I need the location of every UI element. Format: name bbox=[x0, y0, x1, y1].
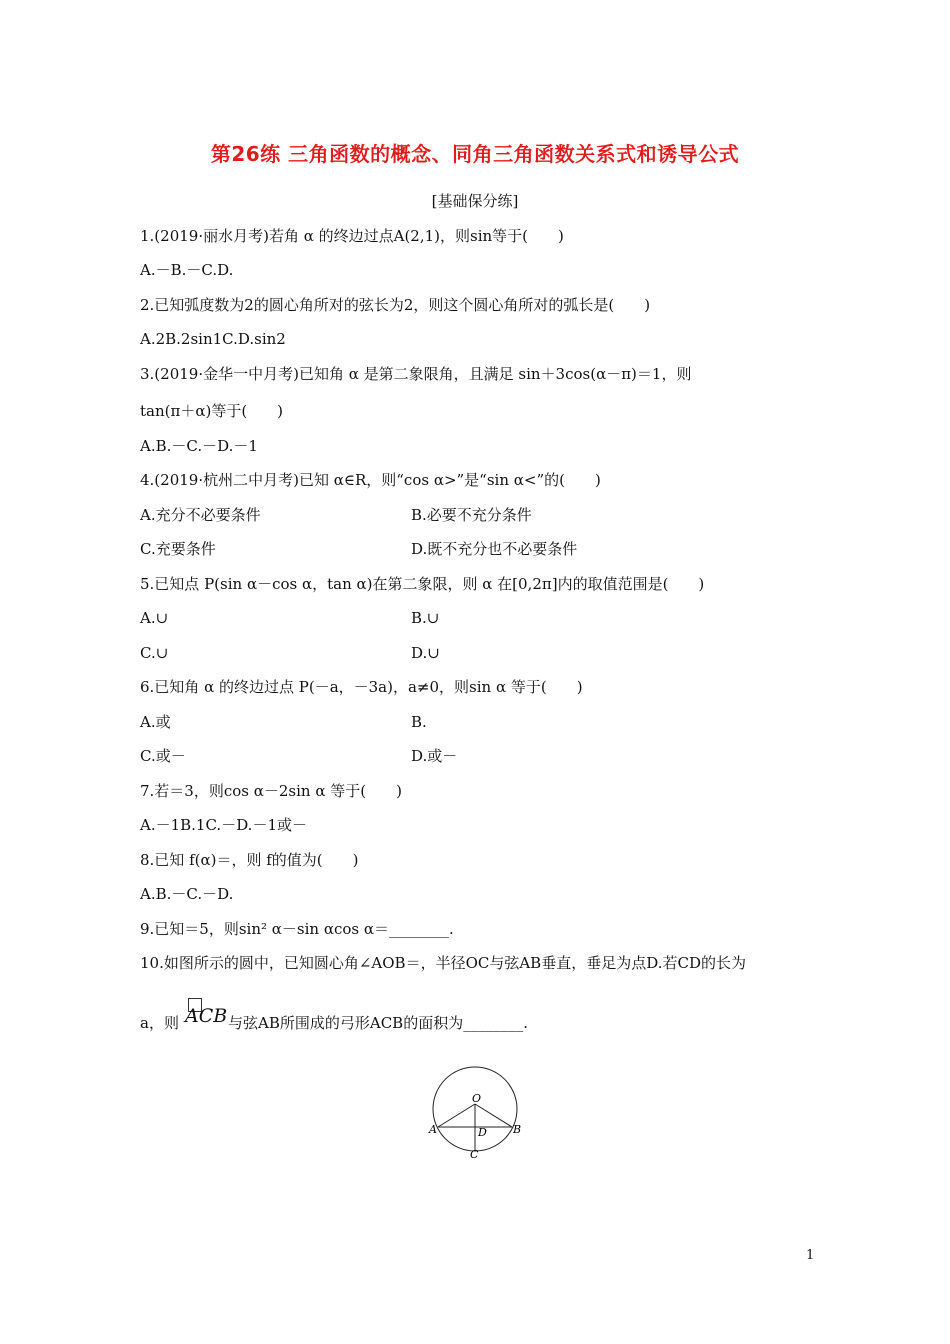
q2-text: 2.已知弧度数为2的圆心角所对的弦长为2，则这个圆心角所对的弧长是( ) bbox=[140, 296, 651, 314]
q7-options: A.－1B.1C.－D.－1或－ bbox=[140, 816, 307, 834]
q4-option-b: B.必要不充分条件 bbox=[411, 506, 532, 524]
figure-label-o: O bbox=[472, 1092, 482, 1105]
q1-options: A.－B.－C.D. bbox=[140, 261, 234, 279]
q9-text: 9.已知＝5，则sin² α－sin αcos α＝________. bbox=[140, 920, 454, 938]
q5-option-c: C.∪ bbox=[140, 644, 169, 662]
q5-text: 5.已知点 P(sin α－cos α，tan α)在第二象限，则 α 在[0,2π]内的取值范围是( ) bbox=[140, 575, 705, 593]
q7-text: 7.若＝3，则cos α－2sin α 等于( ) bbox=[140, 782, 402, 800]
q10-text: 10.如图所示的圆中，已知圆心角∠AOB＝，半径OC与弦AB垂直，垂足为点D.若CD的长为 bbox=[140, 954, 746, 972]
q2-options: A.2B.2sin1C.D.sin2 bbox=[140, 330, 286, 348]
q1-text: 1.(2019·丽水月考)若角 α 的终边过点A(2,1)，则sin等于( ) bbox=[140, 227, 564, 245]
q4-option-d: D.既不充分也不必要条件 bbox=[411, 540, 578, 558]
q6-option-b: B. bbox=[411, 713, 427, 731]
page-number: 1 bbox=[806, 1248, 815, 1263]
q10-text-cont: a，则 bbox=[140, 1014, 179, 1032]
figure-label-a: A bbox=[429, 1123, 437, 1136]
page-title: 第26练 三角函数的概念、同角三角函数关系式和诱导公式 bbox=[210, 142, 740, 166]
q6-text: 6.已知角 α 的终边过点 P(－a，－3a)，a≠0，则sin α 等于( ) bbox=[140, 678, 583, 696]
figure-radius-oa bbox=[438, 1104, 475, 1127]
q5-option-d: D.∪ bbox=[411, 644, 440, 662]
q6-option-d: D.或－ bbox=[411, 747, 458, 765]
section-subtitle: [基础保分练] bbox=[431, 192, 519, 210]
figure-radius-ob bbox=[475, 1104, 512, 1127]
q6-option-a: A.或 bbox=[140, 713, 171, 731]
q5-option-a: A.∪ bbox=[140, 609, 169, 627]
q3-options: A.B.－C.－D.－1 bbox=[140, 437, 258, 455]
q10-text-end: 与弦AB所围成的弓形ACB的面积为________. bbox=[228, 1014, 528, 1032]
q3-text: 3.(2019·金华一中月考)已知角 α 是第二象限角，且满足 sin＋3cos(α－π)＝1，则 bbox=[140, 365, 692, 383]
q4-option-c: C.充要条件 bbox=[140, 540, 216, 558]
q4-option-a: A.充分不必要条件 bbox=[140, 506, 261, 524]
q5-option-b: B.∪ bbox=[411, 609, 440, 627]
figure-label-c: C bbox=[470, 1148, 479, 1160]
q4-text: 4.(2019·杭州二中月考)已知 α∈R，则“cos α>”是“sin α<”的( ) bbox=[140, 471, 601, 489]
q3-text-cont: tan(π＋α)等于( ) bbox=[140, 402, 284, 420]
arc-acb-label: ACB bbox=[185, 1005, 228, 1027]
figure-label-d: D bbox=[478, 1126, 487, 1139]
q8-options: A.B.－C.－D. bbox=[140, 885, 234, 903]
q6-option-c: C.或－ bbox=[140, 747, 186, 765]
q8-text: 8.已知 f(α)＝，则 f的值为( ) bbox=[140, 851, 359, 869]
circle-figure bbox=[426, 1060, 526, 1160]
figure-label-b: B bbox=[513, 1123, 522, 1136]
